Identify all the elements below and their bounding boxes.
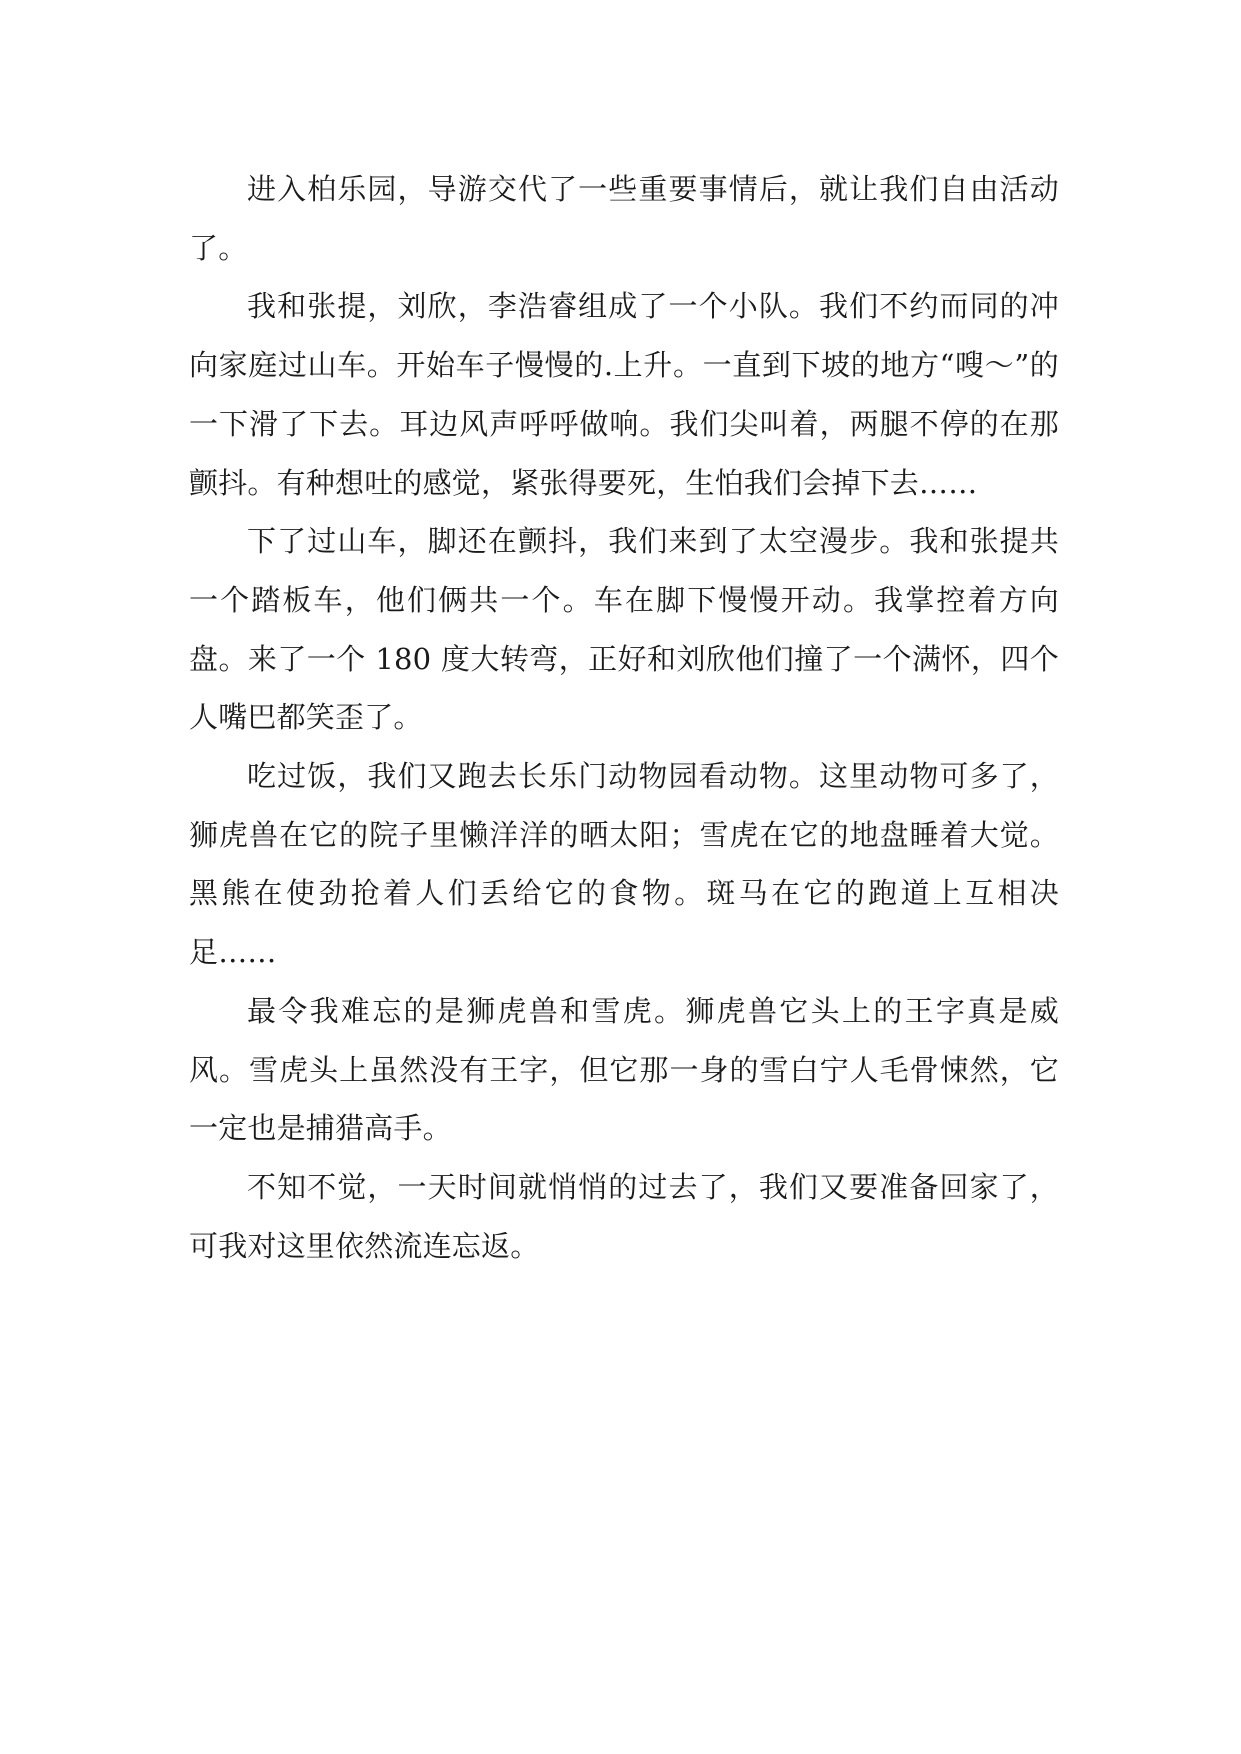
paragraph: 不知不觉，一天时间就悄悄的过去了，我们又要准备回家了，可我对这里依然流连忘返。 xyxy=(189,1169,1059,1263)
paragraph: 进入柏乐园，导游交代了一些重要事情后，就让我们自由活动了。 xyxy=(189,172,1059,265)
paragraph: 吃过饭，我们又跑去长乐门动物园看动物。这里动物可多了，狮虎兽在它的院子里懒洋洋的晒太阳；雪虎在它的地盘睡着大觉。黑熊在使劲抢着人们丢给它的食物。斑马在它的跑道上互相决足…… xyxy=(189,759,1059,970)
document-body xyxy=(189,160,1059,1275)
paragraph: 最令我难忘的是狮虎兽和雪虎。狮虎兽它头上的王字真是威风。雪虎头上虽然没有王字，但它那一身的雪白宁人毛骨悚然，它一定也是捕猎高手。 xyxy=(189,993,1059,1146)
paragraph: 下了过山车，脚还在颤抖，我们来到了太空漫步。我和张提共一个踏板车，他们俩共一个。车在脚下慢慢开动。我掌控着方向盘。来了一个 180 度大转弯，正好和刘欣他们撞了一个满怀，四个人嘴巴都笑歪了。 xyxy=(189,524,1059,735)
paragraph: 我和张提，刘欣，李浩睿组成了一个小队。我们不约而同的冲向家庭过山车。开始车子慢慢的.上升。一直到下坡的地方“嗖～”的一下滑了下去。耳边风声呼呼做响。我们尖叫着，两腿不停的在那颤抖。有种想吐的感觉，紧张得要死，生怕我们会掉下去…… xyxy=(189,289,1059,500)
